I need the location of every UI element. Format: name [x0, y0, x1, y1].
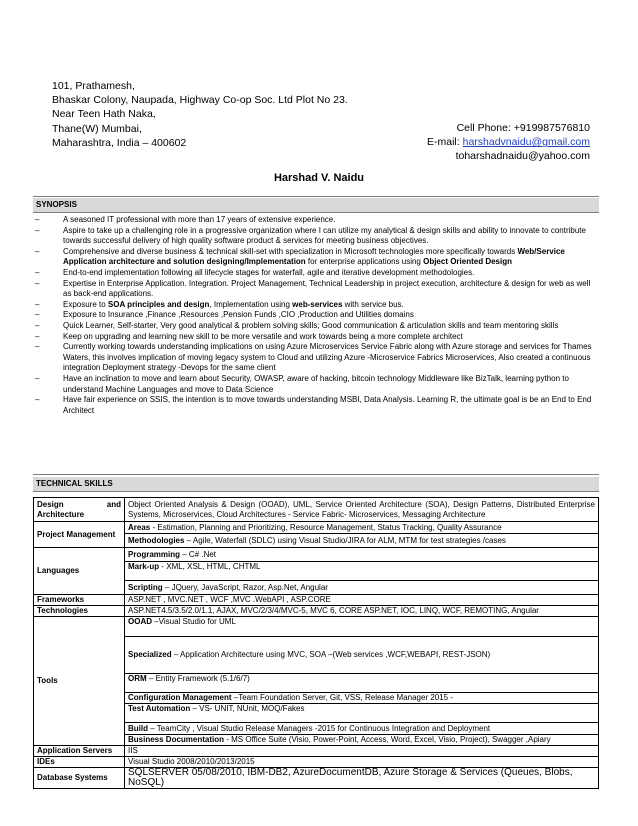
- table-row: [34, 548, 599, 562]
- skill-category: IDEs: [34, 757, 125, 768]
- contact-block: [427, 121, 590, 164]
- skill-category: Design and Architecture: [34, 498, 125, 522]
- skill-value: Business Documentation - MS Office Suite (Visio, Power-Point, Access, Word, Excel, Visio, Project), Swagger ,Apiary: [125, 735, 599, 746]
- skill-category: Languages: [34, 548, 125, 595]
- skill-category: Technologies: [34, 606, 125, 617]
- section-divider: [33, 196, 599, 197]
- skill-value: Object Oriented Analysis & Design (OOAD), UML, Service Oriented Architecture (SOA), Design Patterns, Distributed Enterprise Systems, Microservices, Cloud Architectures - Service Fabric- Microservices, Messaging Architecture: [125, 498, 599, 522]
- address-line: 101, Prathamesh,: [52, 80, 135, 92]
- table-row: [34, 606, 599, 617]
- skill-category: Database Systems: [34, 768, 125, 789]
- synopsis-item: – A seasoned IT professional with more than 17 years of extensive experience.: [33, 215, 599, 226]
- synopsis-item: – Have an inclination to move and learn about Security, OWASP, aware of hacking, bitcoin technology Middleware like BizTalk, learning python to understand Machine Languages and move to Data Science: [33, 374, 599, 395]
- skill-value: IIS: [125, 746, 599, 757]
- synopsis-item: – Aspire to take up a challenging role in a progressive organization where I can utilize my analytical & design skills and ability to innovate to contribute towards successful delivery of high quality software product & services for meeting business objectives.: [33, 226, 599, 247]
- skills-table: [33, 497, 599, 789]
- synopsis-item: – Currently working towards understanding implications on using Azure Microservices Service Fabric along with Azure storage and services for Thames Waters, this involves implication of moving legacy system to Cloud and utilizing Azure -Microservice Fabrics Microservices, Also created a continuous integration Deployment strategy -Devops for the same client: [33, 342, 599, 374]
- skill-category: Frameworks: [34, 595, 125, 606]
- synopsis-item: – Quick Learner, Self-starter, Very good analytical & problem solving skills; Good communication & articulation skills and team mentoring skills: [33, 321, 599, 332]
- table-row: [34, 498, 599, 522]
- synopsis-item: – Exposure to SOA principles and design, Implementation using web-services with service bus.: [33, 300, 599, 311]
- skill-value: Areas - Estimation, Planning and Prioritizing, Resource Management, Status Tracking, Quality Assurance: [125, 522, 599, 534]
- synopsis-item: – Exposure to Insurance ,Finance ,Resources ,Pension Funds ,CIO ,Production and Utilities domains: [33, 310, 599, 321]
- address-line: Maharashtra, India – 400602: [52, 136, 187, 149]
- skill-value: ASP.NET , MVC.NET , WCF ,MVC .WebAPI , ASP.CORE: [125, 595, 599, 606]
- table-row: [34, 522, 599, 534]
- skill-category: Project Management: [34, 522, 125, 548]
- section-divider: [33, 491, 599, 492]
- synopsis-item: – Have fair experience on SSIS, the intention is to move towards understanding MSBI, Data Analysis. Learning R, the ultimate goal is be an End to End Architect: [33, 395, 599, 416]
- synopsis-item: – Expertise in Enterprise Application. Integration. Project Management, Technical Leadership in project execution, architecture & design for web as well as back-end applications.: [33, 279, 599, 300]
- address-line: Near Teen Hath Naka,: [52, 108, 156, 121]
- table-row: [34, 617, 599, 637]
- email-label: E-mail:: [427, 136, 463, 149]
- skill-value: Build – TeamCity , Visual Studio Release Managers -2015 for Continuous Integration and Deployment: [125, 723, 599, 735]
- table-row: [34, 746, 599, 757]
- synopsis-item: – Keep on upgrading and learning new skill to be more versatile and work towards being a more complete architect: [33, 332, 599, 343]
- skill-category: Tools: [34, 617, 125, 746]
- skill-category: Application Servers: [34, 746, 125, 757]
- skill-value: Visual Studio 2008/2010/2013/2015: [125, 757, 599, 768]
- table-row: [34, 768, 599, 789]
- skill-value: OOAD –Visual Studio for UML: [125, 617, 599, 637]
- skill-value: Test Automation – VS- UNIT, NUnit, MOQ/Fakes: [125, 704, 599, 723]
- skill-value: Methodologies – Agile, Waterfall (SDLC) using Visual Studio/JIRA for ALM, MTM for test strategies /cases: [125, 534, 599, 548]
- skill-value: Specialized – Application Architecture using MVC, SOA –(Web services ,WCF,WEBAPI, REST-JSON): [125, 637, 599, 674]
- table-row: [34, 595, 599, 606]
- synopsis-item: – Comprehensive and diverse business & technical skill-set with specialization in Microsoft technologies more specifically towards Web/Service Application architecture and solution designing/Implementation for enterprise applications using Object Oriented Design: [33, 247, 599, 268]
- skill-value: ASP.NET4.5/3.5/2.0/1.1, AJAX, MVC/2/3/4/MVC-5, MVC 6, CORE ASP.NET, IOC, LINQ, WCF, REMOTING, Angular: [125, 606, 599, 617]
- address-line: Thane(W) Mumbai,: [52, 122, 142, 135]
- skill-value: Mark-up - XML, XSL, HTML, CHTML: [125, 562, 599, 581]
- skill-value: SQLSERVER 05/08/2010, IBM-DB2, AzureDocumentDB, Azure Storage & Services (Queues, Blobs, NoSQL): [125, 768, 599, 789]
- synopsis-heading: SYNOPSIS: [33, 198, 599, 212]
- synopsis-item: – End-to-end implementation following all lifecycle stages for waterfall, agile and iterative development methodologies.: [33, 268, 599, 279]
- secondary-email: toharshadnaidu@yahoo.com: [455, 150, 590, 163]
- skill-value: Programming – C# .Net: [125, 548, 599, 562]
- skill-value: ORM – Entity Framework (5.1/6/7): [125, 674, 599, 693]
- address-line: Bhaskar Colony, Naupada, Highway Co-op Soc. Ltd Plot No 23.: [52, 94, 348, 107]
- synopsis-list: [33, 215, 599, 416]
- section-divider: [33, 474, 599, 475]
- phone-number: Cell Phone: +919987576810: [456, 122, 590, 134]
- section-divider: [33, 212, 599, 213]
- skills-heading: TECHNICAL SKILLS: [33, 477, 599, 491]
- email-link[interactable]: harshadvnaidu@gmail.com: [462, 136, 590, 149]
- skill-value: Scripting – JQuery, JavaScript, Razor, Asp.Net, Angular: [125, 581, 599, 595]
- table-row: [34, 757, 599, 768]
- address-block: [52, 79, 348, 150]
- candidate-name: Harshad V. Naidu: [273, 172, 365, 184]
- skill-value: Configuration Management –Team Foundation Server, Git, VSS, Release Manager 2015 -: [125, 693, 599, 704]
- email-line: [427, 135, 590, 149]
